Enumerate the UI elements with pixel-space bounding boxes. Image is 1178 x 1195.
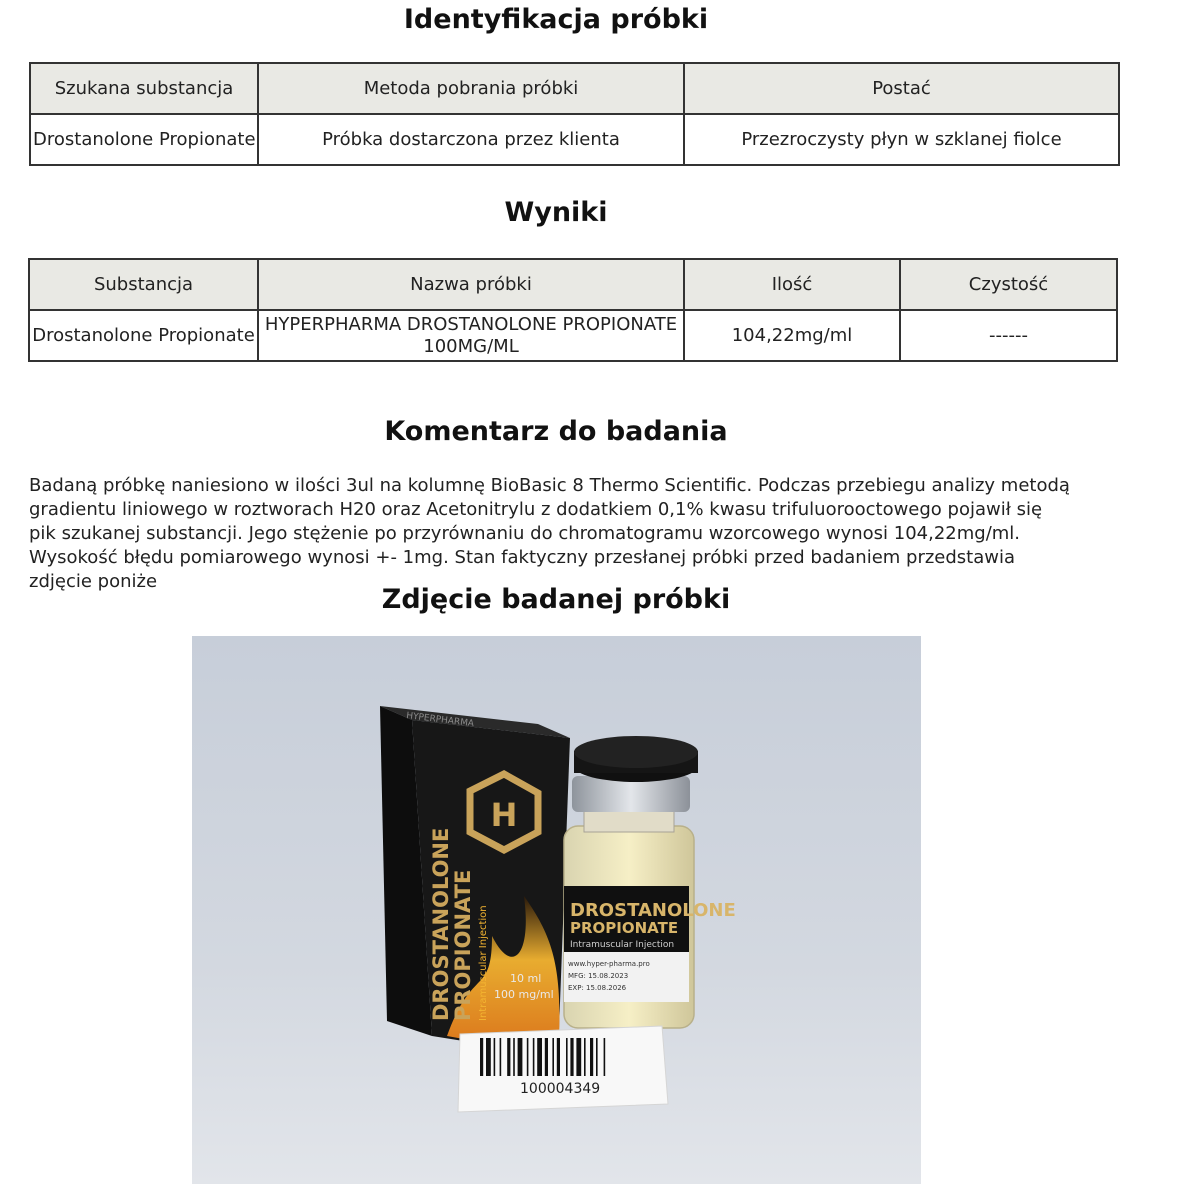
box-subtitle: Intramuscular Injection: [478, 905, 489, 1021]
vial-cap: [574, 736, 698, 768]
comment-line: zdjęcie poniże: [29, 571, 158, 592]
table-row: [30, 114, 1119, 165]
sample-name-line: HYPERPHARMA DROSTANOLONE PROPIONATE: [264, 313, 678, 335]
vial-label-mfg: MFG: 15.08.2023: [568, 972, 629, 980]
table-cell: Drostanolone Propionate: [30, 114, 258, 165]
comment-line: pik szukanej substancji. Jego stężenie po przyrównaniu do chromatogramu wzorcowego wynosi 104,22mg/ml.: [29, 523, 1021, 544]
comment-line: gradientu liniowego w roztworach H20 oraz Acetonitrylu z dodatkiem 0,1% kwasu trifuluorooctowego pojawił się: [29, 499, 1043, 520]
header-cell: Ilość: [684, 259, 900, 310]
vial-label-line-2: PROPIONATE: [570, 919, 679, 937]
header-cell: Szukana substancja: [30, 63, 258, 114]
table-row: [29, 310, 1117, 361]
table-cell: ------: [900, 310, 1117, 361]
header-cell: Metoda pobrania próbki: [258, 63, 684, 114]
table-header-row: [29, 259, 1117, 310]
barcode-number: 100004349: [520, 1081, 601, 1097]
barcode-bar: [527, 1038, 529, 1076]
comment-line: Wysokość błędu pomiarowego wynosi +- 1mg. Stan faktyczny przesłanej próbki przed badaniem przedstawia: [29, 547, 1016, 568]
sample-photo: [192, 636, 921, 1184]
box-name-line-2: PROPIONATE: [451, 869, 475, 1021]
header-cell: Postać: [684, 63, 1119, 114]
table-cell: Przezroczysty płyn w szklanej fiolce: [684, 114, 1119, 165]
table-cell: [258, 310, 684, 361]
barcode-bar: [518, 1038, 523, 1076]
barcode-bar: [533, 1038, 535, 1076]
box-name-line-1: DROSTANOLONE: [429, 827, 453, 1021]
barcode-bar: [604, 1038, 606, 1076]
table-header-row: [30, 63, 1119, 114]
box-concentration: 100 mg/ml: [494, 988, 554, 1001]
barcode-bar: [513, 1038, 515, 1076]
barcode-bar: [584, 1038, 586, 1076]
barcode-bar: [500, 1038, 502, 1076]
svg-text:H: H: [490, 796, 518, 834]
barcode-bar: [494, 1038, 496, 1076]
barcode-bar: [576, 1038, 581, 1076]
comment-title: Komentarz do badania: [384, 416, 728, 447]
header-cell: Substancja: [29, 259, 258, 310]
vial-label-subtitle: Intramuscular Injection: [570, 940, 675, 950]
vial-label-url: www.hyper-pharma.pro: [568, 960, 650, 968]
results-table: [28, 258, 1118, 362]
vial-label-line-1: DROSTANOLONE: [570, 900, 736, 921]
barcode-bar: [566, 1038, 568, 1076]
barcode-bar: [537, 1038, 542, 1076]
table-cell: Drostanolone Propionate: [29, 310, 258, 361]
box-top-text: HYPERPHARMA: [405, 711, 475, 730]
barcode-bar: [570, 1038, 573, 1076]
header-cell: Nazwa próbki: [258, 259, 684, 310]
barcode-bar: [557, 1038, 560, 1076]
sample-name-line: 100MG/ML: [423, 335, 519, 357]
box-volume: 10 ml: [510, 972, 542, 985]
barcode-bar: [545, 1038, 548, 1076]
barcode-bar: [507, 1038, 510, 1076]
identification-title: Identyfikacja próbki: [403, 4, 709, 35]
photo-title: Zdjęcie badanej próbki: [381, 584, 731, 615]
comment-line: Badaną próbkę naniesiono w ilości 3ul na kolumnę BioBasic 8 Thermo Scientific. Podczas przebiegu analizy metodą: [29, 475, 1070, 496]
barcode-bar: [480, 1038, 483, 1076]
results-title: Wyniki: [504, 197, 608, 228]
product-box: [380, 706, 570, 1056]
vial-label-exp: EXP: 15.08.2026: [568, 984, 627, 992]
comment-text: [29, 474, 1089, 594]
barcode-bar: [590, 1038, 593, 1076]
barcode-sticker: [458, 1026, 668, 1112]
barcode-bar: [552, 1038, 554, 1076]
identification-table: [29, 62, 1120, 166]
barcode-bar: [486, 1038, 491, 1076]
barcode-bar: [596, 1038, 598, 1076]
table-cell: 104,22mg/ml: [684, 310, 900, 361]
header-cell: Czystość: [900, 259, 1117, 310]
table-cell: Próbka dostarczona przez klienta: [258, 114, 684, 165]
sample-photo-illustration: [192, 636, 921, 1184]
